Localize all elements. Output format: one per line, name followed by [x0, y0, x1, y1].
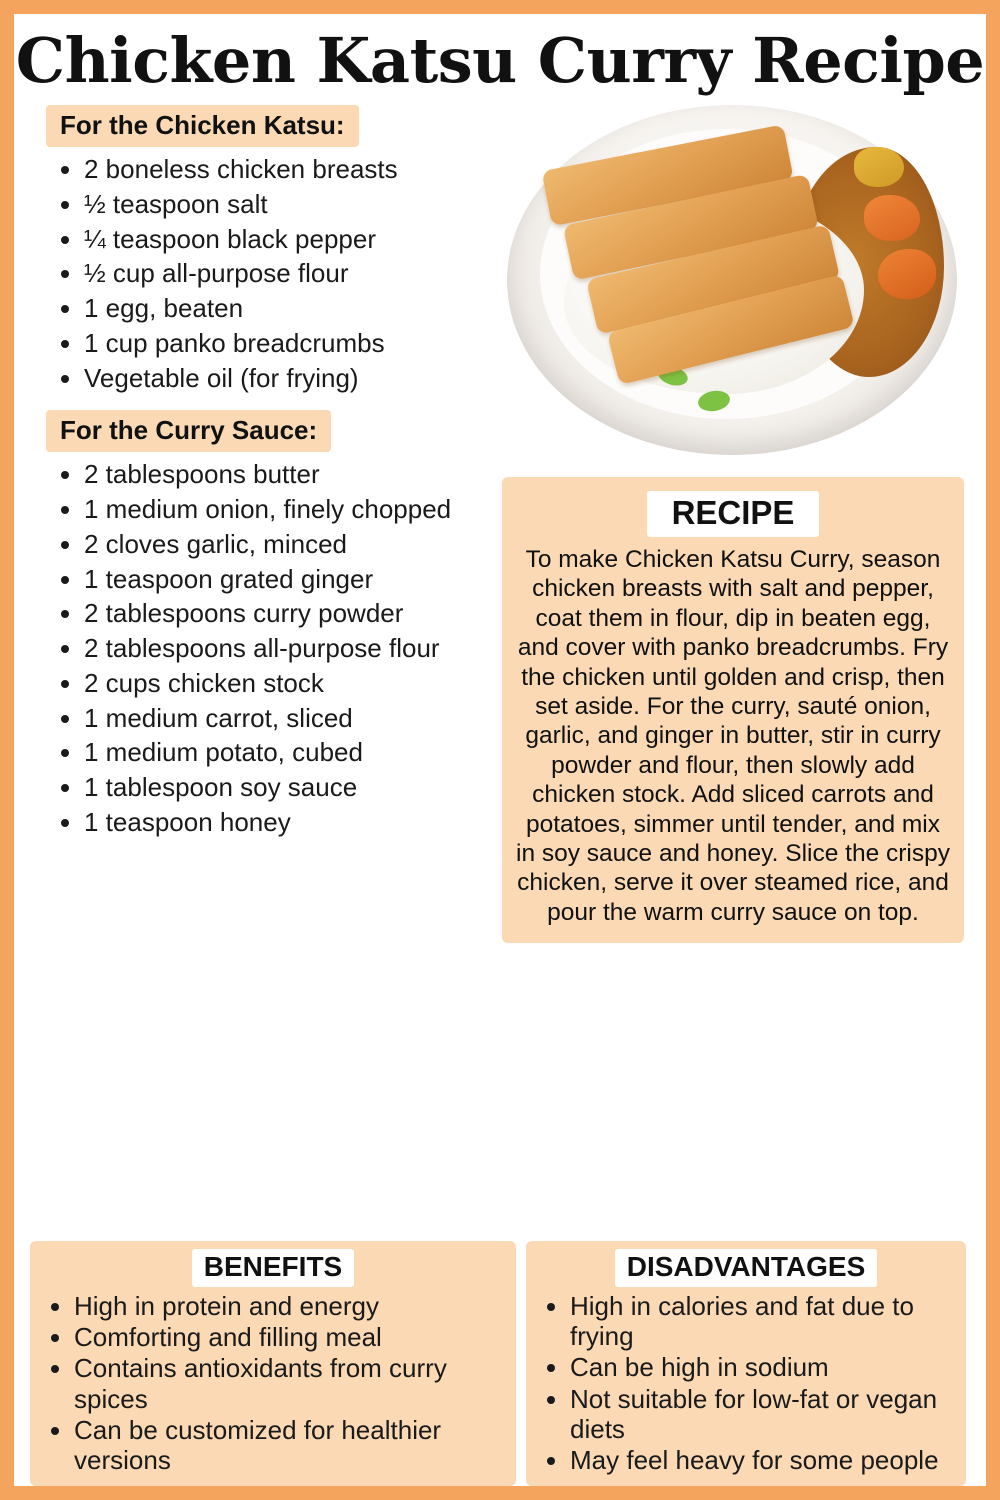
list-item: • 2 boneless chicken breasts	[84, 153, 498, 186]
list-item: • 1 medium onion, finely chopped	[84, 493, 498, 526]
list-item: • High in calories and fat due to frying	[570, 1291, 958, 1351]
benefits-panel	[30, 1241, 516, 1486]
list-item: • Vegetable oil (for frying)	[84, 362, 498, 395]
disadvantages-list	[534, 1291, 958, 1475]
list-item: • High in protein and energy	[74, 1291, 508, 1321]
list-item: • 2 cloves garlic, minced	[84, 528, 498, 561]
list-item: • Comforting and filling meal	[74, 1322, 508, 1352]
curry-section-header: For the Curry Sauce:	[46, 410, 331, 452]
list-item: • 1 medium potato, cubed	[84, 736, 498, 769]
disadvantages-panel	[526, 1241, 966, 1486]
list-item: • ½ cup all-purpose flour	[84, 257, 498, 290]
poster-content	[14, 99, 986, 943]
dish-photo	[502, 99, 962, 469]
carrot-piece-shape	[864, 195, 920, 241]
main-columns	[36, 99, 964, 943]
benefits-badge: BENEFITS	[192, 1249, 354, 1287]
list-item: • ¼ teaspoon black pepper	[84, 223, 498, 256]
list-item: • Contains antioxidants from curry spices	[74, 1353, 508, 1413]
list-item: • 2 cups chicken stock	[84, 667, 498, 700]
list-item: • 1 teaspoon honey	[84, 806, 498, 839]
list-item: • May feel heavy for some people	[570, 1445, 958, 1475]
list-item: • ½ teaspoon salt	[84, 188, 498, 221]
list-item: • 1 egg, beaten	[84, 292, 498, 325]
bottom-panels	[14, 1241, 986, 1486]
katsu-ingredient-list	[46, 153, 498, 394]
benefits-list	[38, 1291, 508, 1475]
katsu-section-header: For the Chicken Katsu:	[46, 105, 359, 147]
disadvantages-badge: DISADVANTAGES	[615, 1249, 878, 1287]
carrot-piece-shape	[878, 249, 936, 299]
potato-piece-shape	[854, 147, 904, 187]
recipe-badge: RECIPE	[647, 491, 819, 537]
recipe-panel	[502, 477, 964, 943]
curry-ingredient-list	[46, 458, 498, 838]
list-item: • 2 tablespoons all-purpose flour	[84, 632, 498, 665]
list-item: • 1 teaspoon grated ginger	[84, 563, 498, 596]
list-item: • 2 tablespoons curry powder	[84, 597, 498, 630]
recipe-instructions: To make Chicken Katsu Curry, season chicken breasts with salt and pepper, coat them in flour, dip in beaten egg, and cover with panko breadcrumbs. Fry the chicken until golden and crisp, then set aside. For the curry, sauté onion, garlic, and ginger in butter, stir in curry powder and flour, then slowly add chicken stock. Add sliced carrots and potatoes, simmer until tender, and mix in soy sauce and honey. Slice the crispy chicken, serve it over steamed rice, and pour the warm curry sauce on top.	[516, 546, 950, 926]
list-item: • 1 medium carrot, sliced	[84, 702, 498, 735]
list-item: • 1 cup panko breadcrumbs	[84, 327, 498, 360]
list-item: • 2 tablespoons butter	[84, 458, 498, 491]
photo-and-recipe-column	[502, 99, 964, 943]
list-item: • Can be customized for healthier versions	[74, 1415, 508, 1475]
ingredients-column	[36, 99, 498, 841]
list-item: • Can be high in sodium	[570, 1352, 958, 1382]
page-title: Chicken Katsu Curry Recipe	[15, 24, 985, 97]
list-item: • Not suitable for low-fat or vegan diets	[570, 1384, 958, 1444]
list-item: • 1 tablespoon soy sauce	[84, 771, 498, 804]
